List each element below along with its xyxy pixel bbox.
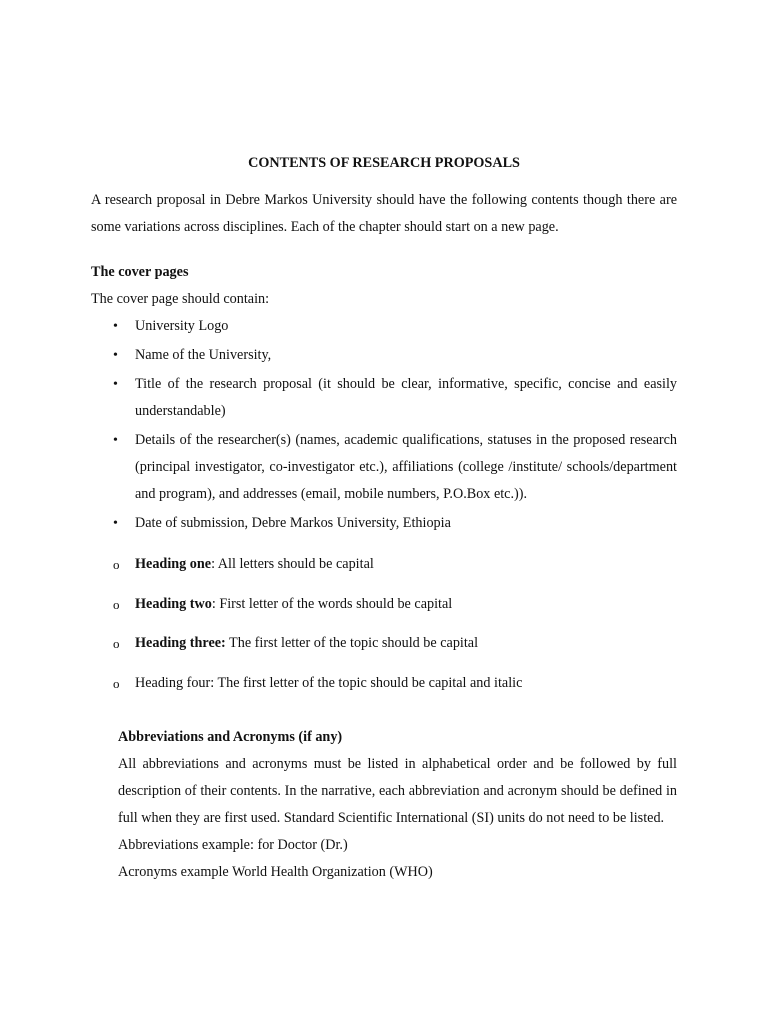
bullet-icon: • — [113, 319, 118, 334]
document-title: CONTENTS OF RESEARCH PROPOSALS — [248, 155, 520, 171]
list-item — [91, 591, 677, 618]
list-item — [91, 630, 677, 657]
list-item — [91, 551, 677, 578]
list-item-text: Title of the research proposal (it should be clear, informative, specific, concise and easily understandable) — [135, 376, 677, 419]
abbreviation-example: Abbreviations example: for Doctor (Dr.) — [118, 837, 348, 853]
circle-bullet-icon: o — [113, 557, 120, 572]
list-item — [91, 510, 677, 537]
circle-bullet-icon: o — [113, 636, 120, 652]
cover-pages-heading: The cover pages — [91, 264, 189, 280]
bullet-icon: • — [113, 377, 118, 392]
circle-bullet-icon: o — [113, 675, 120, 691]
list-item — [91, 371, 677, 425]
heading-level-text: The first letter of the topic should be capital — [225, 635, 479, 652]
heading-levels-list — [91, 551, 677, 709]
cover-pages-lead: The cover page should contain: — [91, 291, 270, 307]
list-item — [91, 313, 677, 340]
acronym-example: Acronyms example World Health Organization (WHO) — [118, 864, 433, 880]
heading-level-text: : First letter of the words should be capital — [211, 595, 453, 612]
cover-contents-list — [91, 313, 677, 539]
bullet-icon: • — [113, 348, 118, 363]
abbreviations-heading: Abbreviations and Acronyms (if any) — [118, 729, 343, 745]
list-item — [91, 427, 677, 508]
list-item — [91, 342, 677, 369]
heading-level-label: Heading two — [135, 595, 212, 612]
list-item-text: Details of the researcher(s) (names, academic qualifications, statuses in the proposed research (principal investigator, co-investigator etc.), affiliations (college /institute/ schools/department and program), and addresses (email, mobile numbers, P.O.Box etc.)). — [135, 432, 677, 502]
heading-level-label: Heading one — [135, 556, 212, 572]
list-item — [91, 670, 677, 697]
list-item-text: University Logo — [135, 318, 229, 334]
intro-paragraph: A research proposal in Debre Markos University should have the following contents though there are some variations across disciplines. Each of the chapter should start on a new page. — [91, 192, 677, 235]
abbreviations-section — [118, 724, 677, 886]
abbreviations-paragraph: All abbreviations and acronyms must be listed in alphabetical order and be followed by full description of their contents. In the narrative, each abbreviation and acronym should be defined in full when they are first used. Standard Scientific International (SI) units do not need to be listed. — [118, 756, 677, 826]
heading-level-label: Heading three: — [135, 635, 226, 652]
bullet-icon: • — [113, 516, 118, 531]
heading-level-text: : All letters should be capital — [211, 556, 374, 572]
circle-bullet-icon: o — [113, 596, 120, 612]
heading-level-text: Heading four: The first letter of the topic should be capital and italic — [135, 674, 523, 691]
list-item-text: Date of submission, Debre Markos University, Ethiopia — [135, 515, 451, 531]
bullet-icon: • — [113, 433, 118, 448]
list-item-text: Name of the University, — [135, 347, 272, 363]
